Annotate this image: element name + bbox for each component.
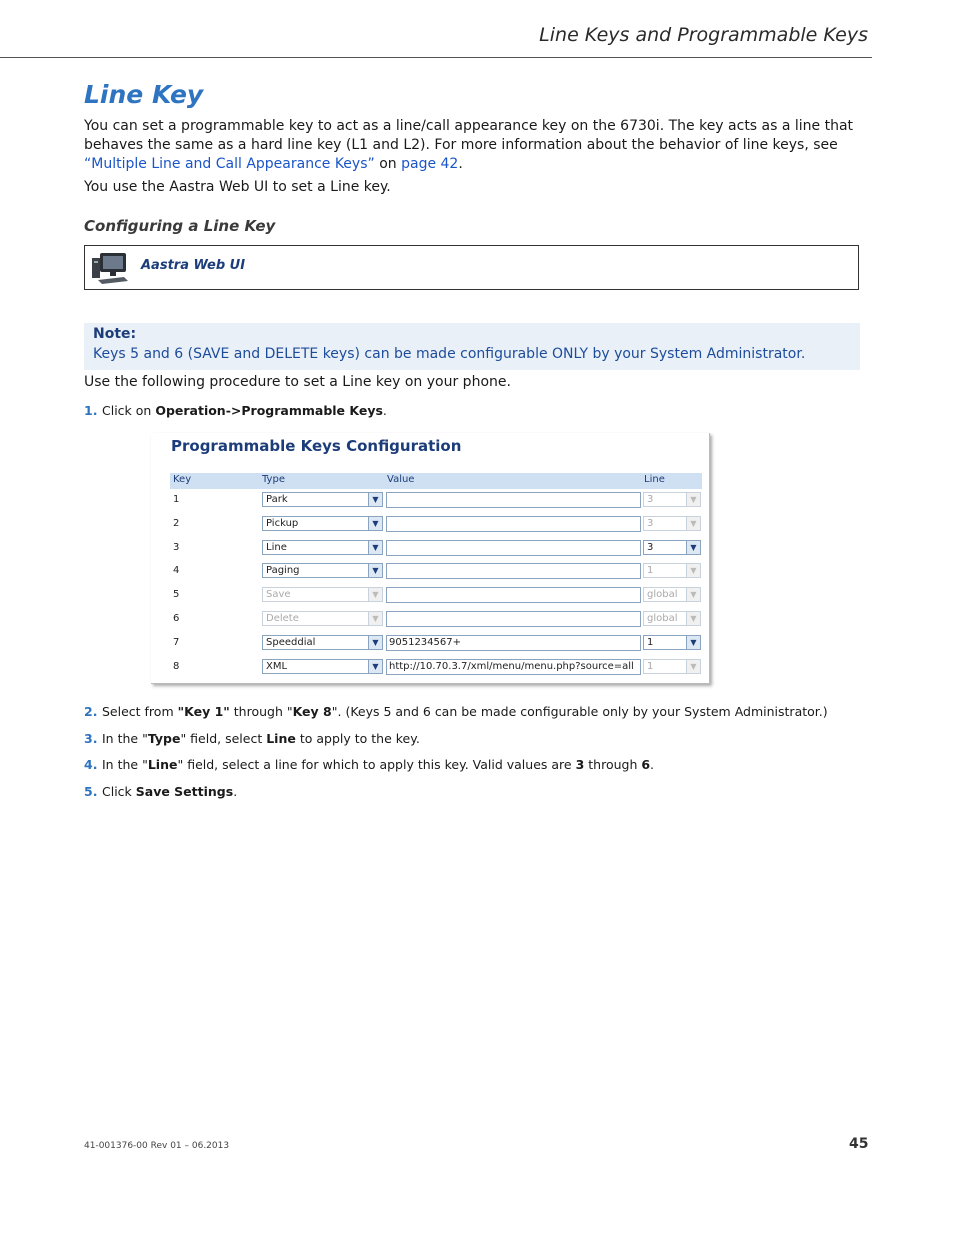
line-select-value: 3	[647, 542, 654, 553]
line-select[interactable]	[643, 540, 701, 555]
step-4	[84, 757, 654, 772]
intro-paragraph-2: You use the Aastra Web UI to set a Line key.	[84, 179, 391, 195]
line-select	[643, 516, 701, 531]
header-rule	[0, 57, 872, 58]
page-ref-link[interactable]: page 42	[401, 156, 459, 172]
key-number: 4	[173, 565, 180, 576]
value-input[interactable]	[386, 587, 641, 603]
intro-text: You can set a programmable key to act as a line/call appearance key on the 6730i. The key acts as a line that behaves the same as a hard line key (L1 and L2). For more information about the behavior of line keys, see	[84, 118, 854, 153]
chevron-down-icon: ▼	[686, 660, 700, 673]
step-text: through	[584, 757, 642, 772]
step-text: In the "	[102, 757, 148, 772]
step-text: " field, select a line for which to apply this key. Valid values are	[177, 757, 576, 772]
line-select-value: 1	[647, 661, 654, 672]
key-number: 6	[173, 613, 180, 624]
key-number: 2	[173, 518, 180, 529]
key-number: 7	[173, 637, 180, 648]
line-select[interactable]	[643, 635, 701, 650]
col-value: Value	[387, 474, 415, 485]
chevron-down-icon: ▼	[686, 588, 700, 601]
value-input[interactable]: http://10.70.3.7/xml/menu/menu.php?source=all	[386, 659, 641, 675]
step-2	[84, 704, 828, 719]
chevron-down-icon: ▼	[686, 493, 700, 506]
note-text: Keys 5 and 6 (SAVE and DELETE keys) can be made configurable ONLY by your System Administrator.	[93, 346, 806, 362]
line-select-value: global	[647, 589, 678, 600]
step-number: 3.	[84, 731, 98, 746]
type-select	[262, 611, 383, 626]
step-text: In the "	[102, 731, 148, 746]
step-text: Select from	[102, 704, 178, 719]
step-text: .	[650, 757, 655, 772]
step-bold: Line	[266, 731, 296, 746]
step-bold: 6	[641, 757, 651, 772]
key-number: 3	[173, 542, 180, 553]
intro-paragraph	[84, 117, 868, 174]
intro-on: on	[374, 156, 402, 172]
note-title: Note:	[93, 326, 137, 342]
step-5	[84, 784, 237, 799]
col-type: Type	[262, 474, 285, 485]
line-select	[643, 659, 701, 674]
type-select[interactable]	[262, 492, 383, 507]
chevron-down-icon: ▼	[368, 564, 382, 577]
chevron-down-icon: ▼	[368, 588, 382, 601]
step-bold: Key 8	[292, 704, 332, 719]
step-bold: "Key 1"	[177, 704, 230, 719]
panel-title: Programmable Keys Configuration	[171, 437, 462, 455]
line-select	[643, 611, 701, 626]
type-select[interactable]	[262, 635, 383, 650]
step-text: to apply to the key.	[295, 731, 420, 746]
page-number: 45	[849, 1136, 869, 1152]
key-number: 1	[173, 494, 180, 505]
chevron-down-icon: ▼	[368, 493, 382, 506]
type-select-value: XML	[266, 661, 288, 672]
type-select-value: Delete	[266, 613, 299, 624]
type-select-value: Park	[266, 494, 288, 505]
step-text: .	[382, 403, 387, 418]
type-select[interactable]	[262, 540, 383, 555]
type-select-value: Speeddial	[266, 637, 316, 648]
running-title: Line Keys and Programmable Keys	[539, 24, 868, 46]
intro-end: .	[458, 156, 463, 172]
key-number: 8	[173, 661, 180, 672]
step-3	[84, 731, 420, 746]
type-select-value: Line	[266, 542, 287, 553]
step-text: .	[233, 784, 238, 799]
value-input[interactable]	[386, 563, 641, 579]
step-text: Click on	[102, 403, 156, 418]
chevron-down-icon: ▼	[686, 541, 700, 554]
line-select-value: 3	[647, 494, 654, 505]
chevron-down-icon: ▼	[368, 660, 382, 673]
cross-ref-link[interactable]: “Multiple Line and Call Appearance Keys”	[84, 156, 375, 172]
type-select-value: Paging	[266, 565, 300, 576]
line-select-value: 1	[647, 565, 654, 576]
computer-icon	[90, 250, 130, 285]
type-select[interactable]	[262, 659, 383, 674]
table-header	[170, 473, 702, 489]
chevron-down-icon: ▼	[368, 612, 382, 625]
chevron-down-icon: ▼	[686, 564, 700, 577]
chevron-down-icon: ▼	[686, 636, 700, 649]
step-text: Click	[102, 784, 136, 799]
step-number: 5.	[84, 784, 98, 799]
web-ui-label: Aastra Web UI	[141, 258, 246, 273]
col-key: Key	[173, 474, 192, 485]
step-bold: Operation->Programmable Keys	[155, 403, 383, 418]
chevron-down-icon: ▼	[368, 541, 382, 554]
value-input[interactable]	[386, 492, 641, 508]
chevron-down-icon: ▼	[368, 636, 382, 649]
step-bold: Line	[147, 757, 178, 772]
value-input[interactable]	[386, 611, 641, 627]
step-bold: 3	[575, 757, 585, 772]
type-select	[262, 587, 383, 602]
line-select	[643, 587, 701, 602]
type-select[interactable]	[262, 516, 383, 531]
key-number: 5	[173, 589, 180, 600]
step-text: ". (Keys 5 and 6 can be made configurable only by your System Administrator.)	[331, 704, 828, 719]
chevron-down-icon: ▼	[686, 612, 700, 625]
line-select	[643, 563, 701, 578]
subsection-title: Configuring a Line Key	[84, 217, 276, 235]
programmable-keys-panel	[151, 433, 710, 684]
type-select-value: Save	[266, 589, 291, 600]
line-select-value: 3	[647, 518, 654, 529]
line-select-value: 1	[647, 637, 654, 648]
step-number: 2.	[84, 704, 98, 719]
step-bold: Type	[147, 731, 181, 746]
type-select[interactable]	[262, 563, 383, 578]
step-1	[84, 403, 387, 418]
line-select	[643, 492, 701, 507]
col-line: Line	[644, 474, 665, 485]
value-input[interactable]	[386, 540, 641, 556]
step-text: through "	[229, 704, 293, 719]
step-text: " field, select	[180, 731, 267, 746]
section-title: Line Key	[84, 80, 204, 109]
chevron-down-icon: ▼	[686, 517, 700, 530]
chevron-down-icon: ▼	[368, 517, 382, 530]
footer-doc-id: 41-001376-00 Rev 01 – 06.2013	[84, 1141, 230, 1151]
step-number: 1.	[84, 403, 98, 418]
value-input[interactable]: 9051234567+	[386, 635, 641, 651]
step-number: 4.	[84, 757, 98, 772]
type-select-value: Pickup	[266, 518, 299, 529]
line-select-value: global	[647, 613, 678, 624]
step-bold: Save Settings	[135, 784, 234, 799]
value-input[interactable]	[386, 516, 641, 532]
procedure-intro: Use the following procedure to set a Line key on your phone.	[84, 374, 511, 390]
